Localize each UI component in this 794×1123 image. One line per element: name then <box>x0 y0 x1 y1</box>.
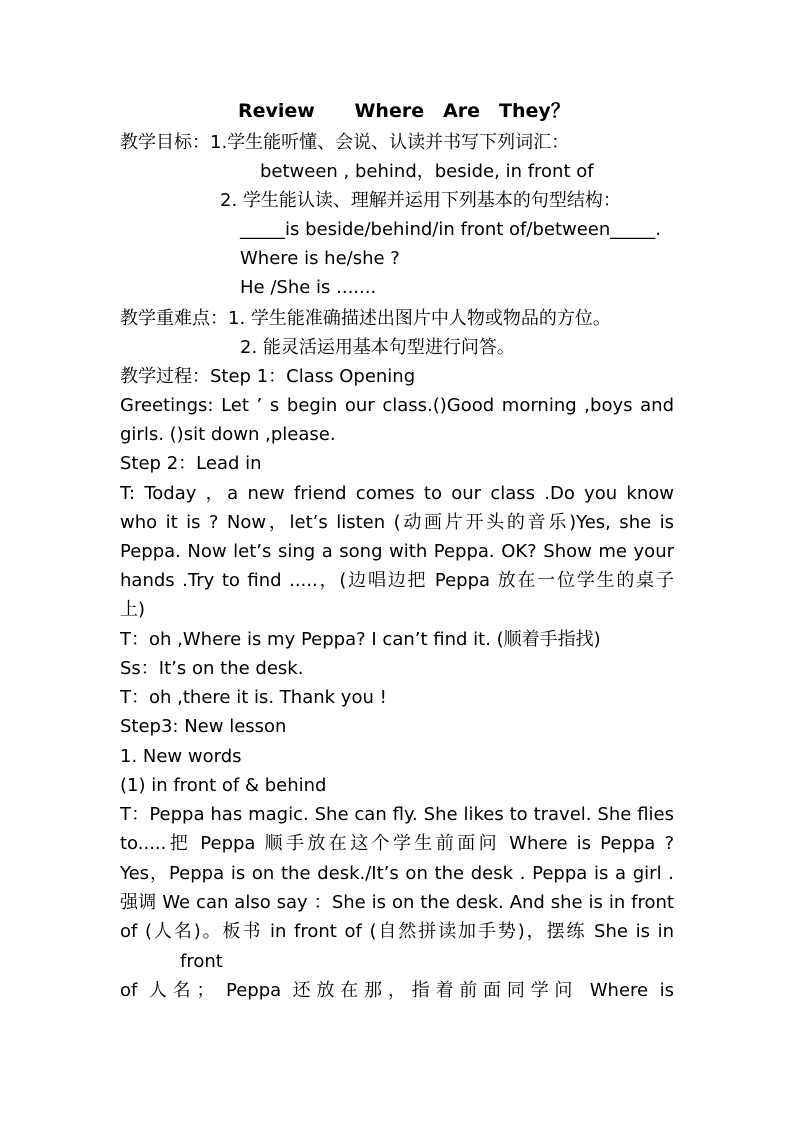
text-line: of 人名； Peppa 还放在那，指着前面同学问 Where is <box>120 980 674 1001</box>
text-line: T: Today ，a new friend comes to our class .Do you know <box>120 483 674 504</box>
text-line: He /She is ....... <box>240 277 377 298</box>
text-line: Yes，Peppa is on the desk./It’s on the desk . Peppa is a girl . <box>120 863 674 884</box>
text-line: (1) in front of & behind <box>120 775 327 796</box>
text-line: Ss：It’s on the desk. <box>120 658 304 679</box>
text-line: Peppa. Now let’s sing a song with Peppa. OK? Show me your <box>120 541 674 562</box>
text-line: 1. New words <box>120 746 242 767</box>
text-line: Where is he/she ? <box>240 248 400 269</box>
document-title: Review Where Are They？ <box>238 100 570 122</box>
text-line: 教学目标：1.学生能听懂、会说、认读并书写下列词汇： <box>120 132 570 153</box>
text-line: Step 2：Lead in <box>120 453 262 474</box>
text-line: of (人名)。板书 in front of (自然拼读加手势)，摆练 She is in <box>120 921 674 942</box>
text-line: front <box>180 951 223 972</box>
text-line: 教学过程：Step 1：Class Opening <box>120 366 416 387</box>
text-line: 上) <box>120 599 146 620</box>
text-line: Step3: New lesson <box>120 716 287 737</box>
text-line: to.....把 Peppa 顺手放在这个学生前面问 Where is Peppa ? <box>120 833 674 854</box>
text-line: _____is beside/behind/in front of/between_____. <box>240 219 661 240</box>
text-line: between , behind，beside, in front of <box>260 161 594 182</box>
text-line: 教学重难点：1. 学生能准确描述出图片中人物或物品的方位。 <box>120 308 611 329</box>
text-line: T：Peppa has magic. She can fly. She likes to travel. She flies <box>120 804 674 825</box>
text-line: hands .Try to find .....，(边唱边把 Peppa 放在一位学生的桌子 <box>120 570 674 591</box>
text-line: 强调 We can also say ：She is on the desk. And she is in front <box>120 892 674 913</box>
text-line: girls. ()sit down ,please. <box>120 424 336 445</box>
text-line: 2. 能灵活运用基本句型进行问答。 <box>240 337 515 358</box>
text-line: T：oh ,there it is. Thank you ! <box>120 687 387 708</box>
text-line: who it is ? Now，let’s listen (动画片开头的音乐)Yes, she is <box>120 512 674 533</box>
text-line: 2. 学生能认读、理解并运用下列基本的句型结构： <box>220 190 621 211</box>
text-line: Greetings: Let ’ s begin our class.()Good morning ,boys and <box>120 395 674 416</box>
text-line: T：oh ,Where is my Peppa? I can’t find it. (顺着手指找) <box>120 629 601 650</box>
